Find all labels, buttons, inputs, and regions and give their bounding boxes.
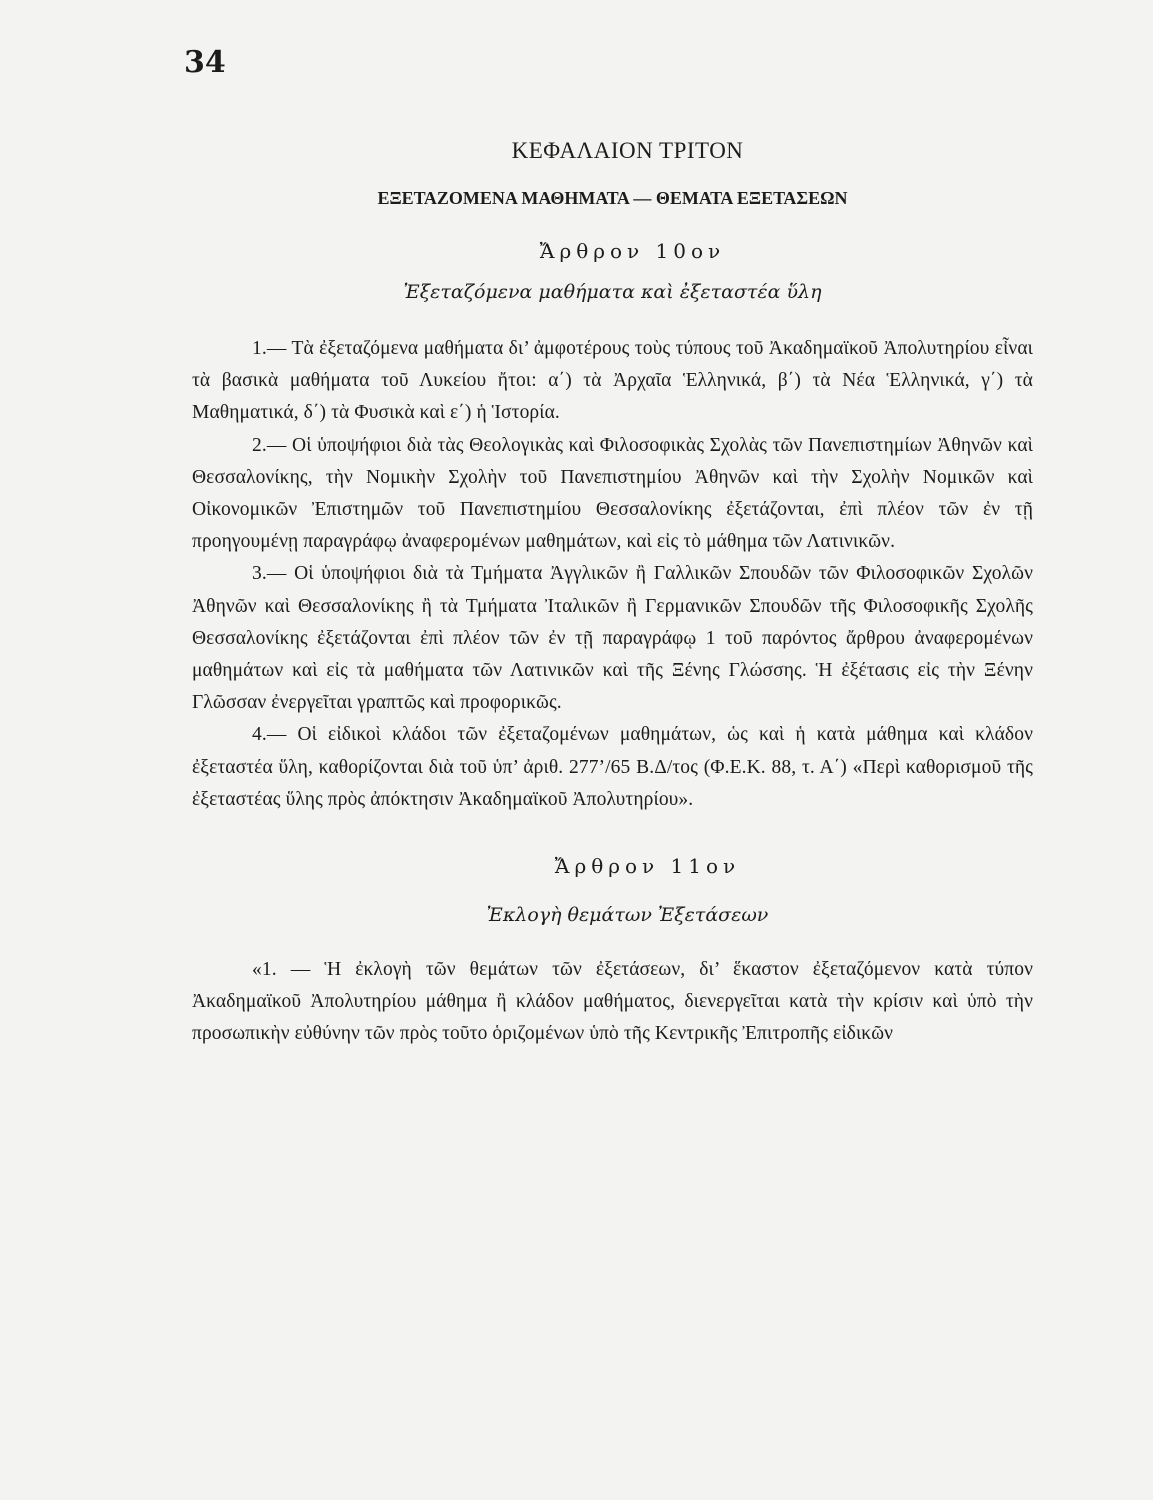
paragraph: 4.— Οἱ εἰδικοὶ κλάδοι τῶν ἐξεταζομένων μαθημάτων, ὡς καὶ ἡ κατὰ μάθημα καὶ κλάδον ἐξεταστέα ὕλη, καθορίζονται διὰ τοῦ ὑπ’ ἀριθ. 277’/65 Β.Δ/τος (Φ.Ε.Κ. 88, τ. Α΄) «Περὶ καθορισμοῦ τῆς ἐξεταστέας ὕλης πρὸς ἀπόκτησιν Ἀκαδημαϊκοῦ Ἀπολυτηρίου». (192, 724, 1033, 810)
article-10 (192, 239, 1033, 816)
paragraph: 3.— Οἱ ὑποψήφιοι διὰ τὰ Τμήματα Ἀγγλικῶν ἢ Γαλλικῶν Σπουδῶν τῶν Φιλοσοφικῶν Σχολῶν Ἀθηνῶν καὶ Θεσσαλονίκης ἢ τὰ Τμήματα Ἰταλικῶν ἢ Γερμανικῶν Σπουδῶν τῆς Φιλοσοφικῆς Σχολῆς Θεσσαλονίκης ἐξετάζονται ἐπὶ πλέον τῶν ἐν τῇ παραγράφῳ 1 τοῦ παρόντος ἄρθρου ἀναφερομένων μαθημάτων καὶ εἰς τὰ μαθήματα τῶν Λατινικῶν καὶ τῆς Ξένης Γλώσσης. Ἡ ἐξέτασις εἰς τὴν Ξένην Γλῶσσαν ἐνεργεῖται γραπτῶς καὶ προφορικῶς. (192, 563, 1033, 714)
article-subject: Ἐκλογὴ θεμάτων Ἐξετάσεων (486, 904, 769, 927)
article-11 (192, 854, 1033, 1051)
paragraph: 1.— Τὰ ἐξεταζόμενα μαθήματα δι’ ἀμφοτέρους τοὺς τύπους τοῦ Ἀκαδημαϊκοῦ Ἀπολυτηρίου εἶναι τὰ βασικὰ μαθήματα τοῦ Λυκείου ἤτοι: α΄) τὰ Ἀρχαῖα Ἑλληνικά, β΄) τὰ Νέα Ἑλληνικά, γ΄) τὰ Μαθηματικά, δ΄) τὰ Φυσικὰ καὶ ε΄) ἡ Ἱστορία. (192, 338, 1033, 424)
article-heading: Ἄρθρον 11ον (554, 854, 741, 879)
article-subject: Ἐξεταζόμενα μαθήματα καὶ ἐξεταστέα ὕλη (403, 281, 822, 303)
chapter-subtitle: ΕΞΕΤΑΖΟΜΕΝΑ ΜΑΘΗΜΑΤΑ — ΘΕΜΑΤΑ ΕΞΕΤΑΣΕΩΝ (377, 188, 848, 208)
paragraph: «1. — Ἡ ἐκλογὴ τῶν θεμάτων τῶν ἐξετάσεων, δι’ ἕκαστον ἐξεταζόμενον κατὰ τύπον Ἀκαδημαϊκοῦ Ἀπολυτηρίου μάθημα ἢ κλάδον μαθήματος, διενεργεῖται κατὰ τὴν κρίσιν καὶ ὑπὸ τὴν προσωπικὴν εὐθύνην τῶν πρὸς τοῦτο ὁριζομένων ὑπὸ τῆς Κεντρικῆς Ἐπιτροπῆς εἰδικῶν (192, 959, 1033, 1045)
chapter-title: ΚΕΦΑΛΑΙΟΝ ΤΡΙΤΟΝ (511, 138, 744, 163)
article-heading: Ἄρθρον 10ον (539, 239, 726, 263)
paragraph: 2.— Οἱ ὑποψήφιοι διὰ τὰς Θεολογικὰς καὶ Φιλοσοφικὰς Σχολὰς τῶν Πανεπιστημίων Ἀθηνῶν καὶ Θεσσαλονίκης, τὴν Νομικὴν Σχολὴν τοῦ Πανεπιστημίου Ἀθηνῶν καὶ τὴν Σχολὴν Νομικῶν καὶ Οἰκονομικῶν Ἐπιστημῶν τοῦ Πανεπιστημίου Θεσσαλονίκης ἐξετάζονται, ἐπὶ πλέον τῶν ἐν τῇ προηγουμένῃ παραγράφῳ ἀναφερομένων μαθημάτων, καὶ εἰς τὸ μάθημα τῶν Λατινικῶν. (192, 434, 1033, 553)
page-number: 34 (184, 45, 226, 80)
